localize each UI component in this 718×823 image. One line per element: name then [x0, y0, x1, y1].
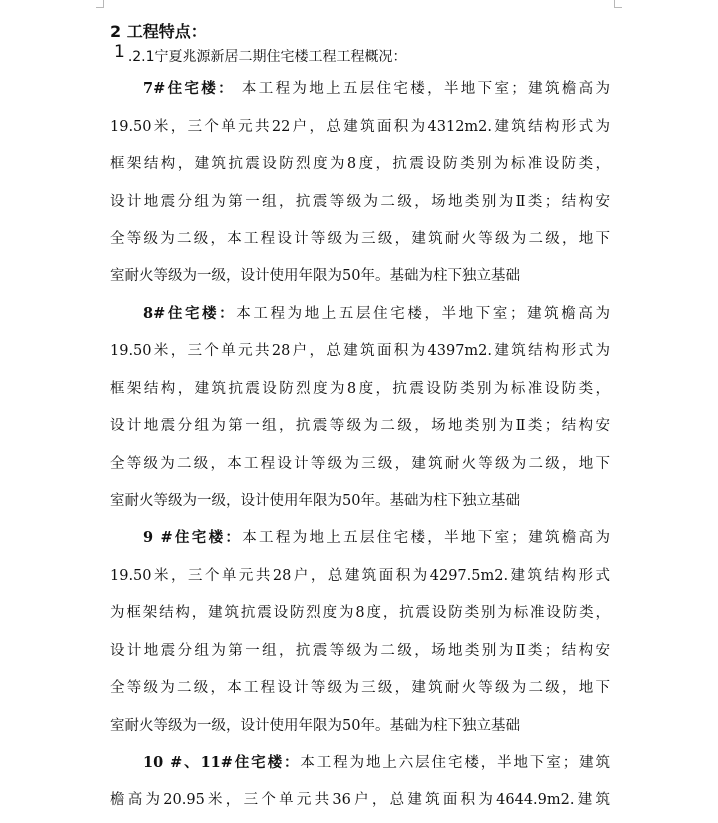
- b7-line-6: 室耐火等级为一级，设计使用年限为50年。基础为柱下独立基础: [110, 268, 520, 284]
- b8-text-1: 本工程为地上五层住宅楼，半地下室；建筑檐高为: [236, 306, 611, 322]
- b8-line-3: 框架结构，建筑抗震设防烈度为8度，抗震设防类别为标准设防类，: [110, 381, 610, 397]
- crop-mark-top-left-h: [96, 7, 104, 8]
- b10-line-1: [143, 752, 610, 774]
- b9-line-4: 设计地震分组为第一组，抗震等级为二级，场地类别为Ⅱ类；结构安: [110, 643, 610, 659]
- b10-line-2: 檐高为20.95米，三个单元共36户，总建筑面积为4644.9m2.建筑: [110, 792, 610, 808]
- b9-label: 9 #住宅楼：: [143, 529, 243, 546]
- b9-line-2: 19.50米，三个单元共28户，总建筑面积为4297.5m2.建筑结构形式: [110, 568, 610, 584]
- b7-line-4: 设计地震分组为第一组，抗震等级为二级，场地类别为Ⅱ类；结构安: [110, 194, 610, 210]
- b8-line-5: 全等级为二级，本工程设计等级为三级，建筑耐火等级为二级，地下: [110, 456, 610, 472]
- b7-line-1: [143, 78, 610, 100]
- subsection-title: [114, 42, 407, 66]
- b9-line-1: [143, 527, 610, 549]
- b7-text-1: 本工程为地上五层住宅楼，半地下室；建筑檐高为: [241, 81, 610, 97]
- b10-text-1: 本工程为地上六层住宅楼，半地下室；建筑: [300, 755, 611, 771]
- b7-label: 7#住宅楼：: [143, 80, 235, 97]
- b9-line-5: 全等级为二级，本工程设计等级为三级，建筑耐火等级为二级，地下: [110, 680, 610, 696]
- section-title: 2 工程特点：: [110, 22, 207, 41]
- b7-line-5: 全等级为二级，本工程设计等级为三级，建筑耐火等级为二级，地下: [110, 231, 610, 247]
- b7-line-3: 框架结构，建筑抗震设防烈度为8度，抗震设防类别为标准设防类，: [110, 156, 610, 172]
- b7-line-2: 19.50米，三个单元共22户，总建筑面积为4312m2.建筑结构形式为: [110, 119, 610, 135]
- b8-line-4: 设计地震分组为第一组，抗震等级为二级，场地类别为Ⅱ类；结构安: [110, 418, 610, 434]
- b10-label: 10 #、11#住宅楼：: [143, 754, 301, 771]
- b8-line-2: 19.50米，三个单元共28户，总建筑面积为4397m2.建筑结构形式为: [110, 343, 610, 359]
- b8-label: 8#住宅楼：: [143, 305, 237, 322]
- crop-mark-top-right-h: [614, 7, 622, 8]
- b8-line-1: [143, 303, 610, 325]
- b8-line-6: 室耐火等级为一级，设计使用年限为50年。基础为柱下独立基础: [110, 493, 520, 509]
- subsection-text: .2.1宁夏兆源新居二期住宅楼工程工程概况：: [127, 49, 407, 65]
- b9-line-6: 室耐火等级为一级，设计使用年限为50年。基础为柱下独立基础: [110, 718, 520, 734]
- b9-line-3: 为框架结构，建筑抗震设防烈度为8度，抗震设防类别为标准设防类，: [110, 605, 610, 621]
- b9-text-1: 本工程为地上五层住宅楼，半地下室；建筑檐高为: [242, 530, 611, 546]
- subsection-number: 1: [114, 42, 125, 62]
